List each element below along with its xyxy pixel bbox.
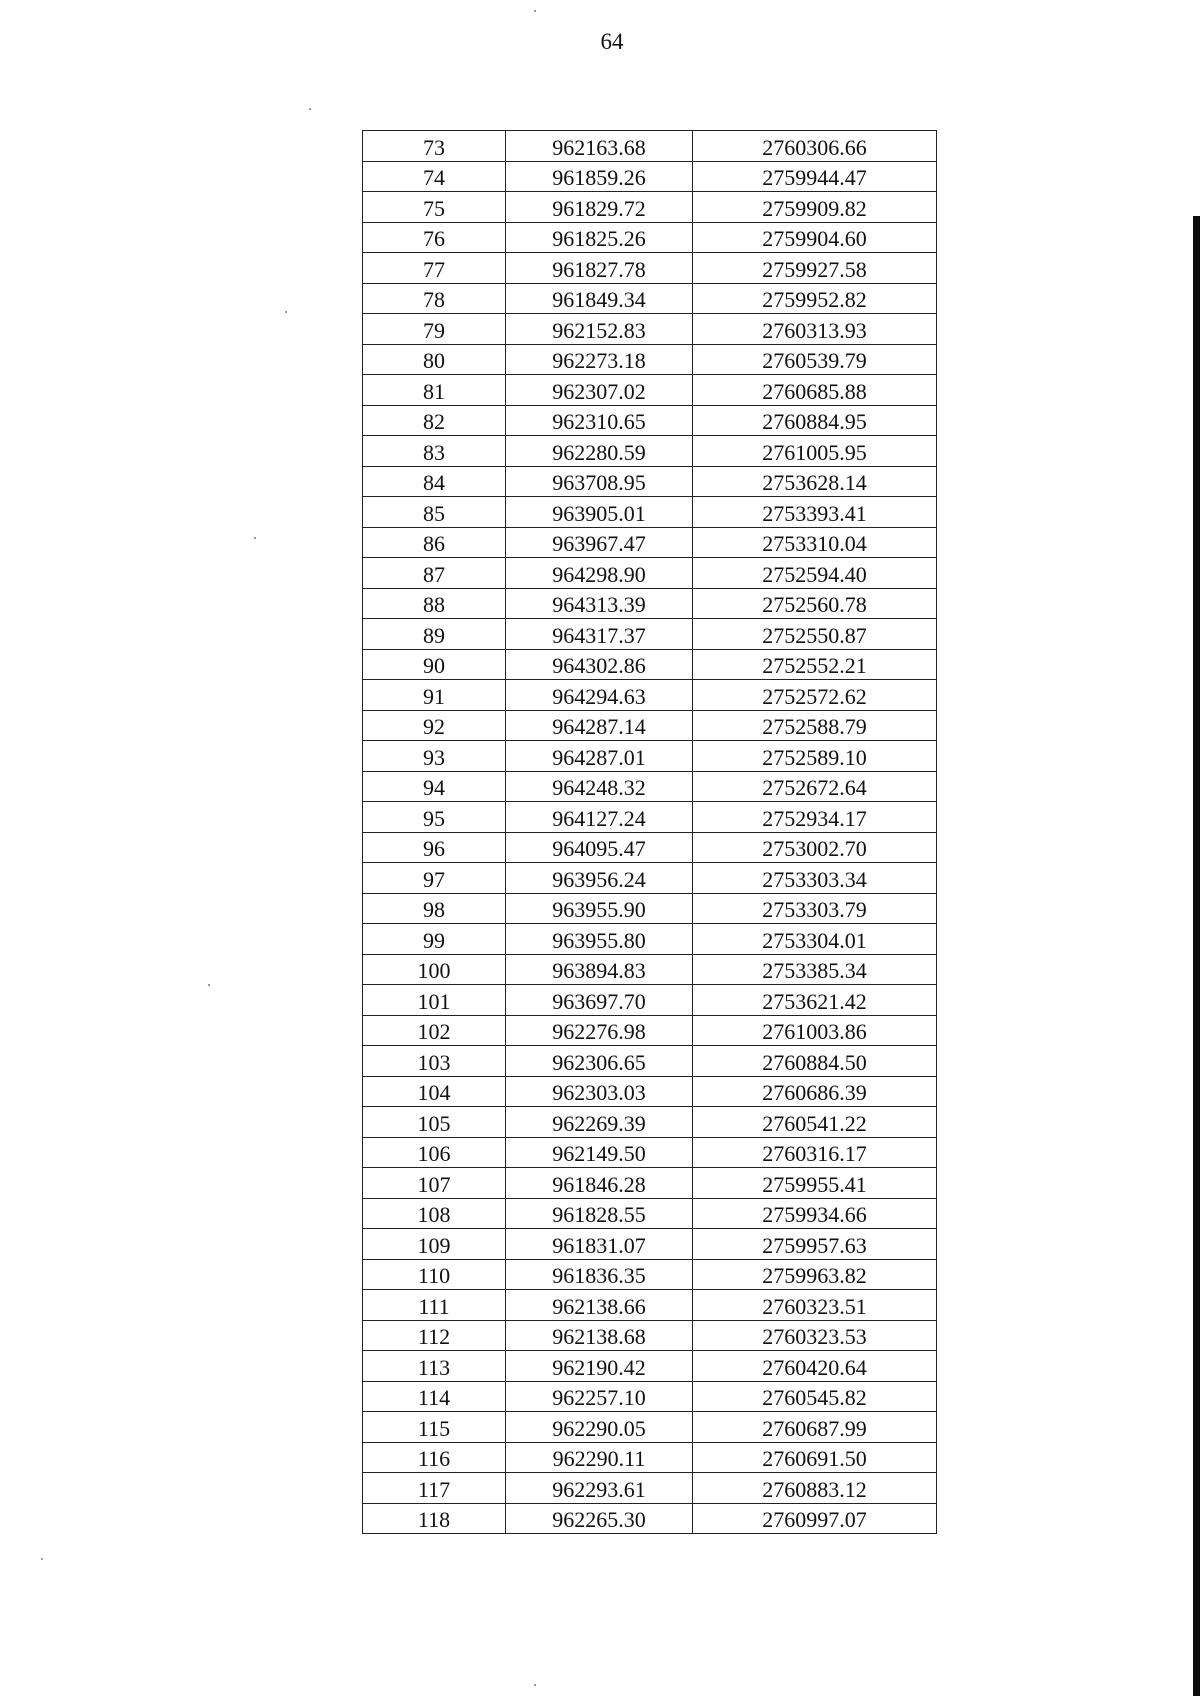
scan-edge-bar [1193,216,1200,1696]
point-number-cell: 113 [363,1351,506,1382]
point-number-cell: 115 [363,1412,506,1443]
x-coordinate-cell: 963955.80 [506,924,693,955]
table-row [363,954,937,985]
point-number-cell: 114 [363,1381,506,1412]
x-coordinate-cell: 963905.01 [506,497,693,528]
point-number-cell: 92 [363,710,506,741]
x-coordinate-cell: 962152.83 [506,314,693,345]
table-row [363,924,937,955]
scan-speck [309,108,311,110]
y-coordinate-cell: 2760420.64 [693,1351,937,1382]
table-row [363,253,937,284]
x-coordinate-cell: 962269.39 [506,1107,693,1138]
x-coordinate-cell: 961836.35 [506,1259,693,1290]
y-coordinate-cell: 2753304.01 [693,924,937,955]
table-row [363,527,937,558]
y-coordinate-cell: 2752588.79 [693,710,937,741]
table-row [363,314,937,345]
point-number-cell: 79 [363,314,506,345]
point-number-cell: 98 [363,893,506,924]
y-coordinate-cell: 2759952.82 [693,283,937,314]
y-coordinate-cell: 2760883.12 [693,1473,937,1504]
y-coordinate-cell: 2759957.63 [693,1229,937,1260]
x-coordinate-cell: 961825.26 [506,222,693,253]
table-row [363,1351,937,1382]
point-number-cell: 117 [363,1473,506,1504]
table-row [363,1503,937,1534]
point-number-cell: 90 [363,649,506,680]
point-number-cell: 97 [363,863,506,894]
x-coordinate-cell: 962257.10 [506,1381,693,1412]
page-number: 64 [600,29,624,54]
table-row [363,1076,937,1107]
point-number-cell: 87 [363,558,506,589]
table-row [363,710,937,741]
point-number-cell: 76 [363,222,506,253]
x-coordinate-cell: 961827.78 [506,253,693,284]
scan-speck [534,1684,536,1686]
y-coordinate-cell: 2760691.50 [693,1442,937,1473]
table-row [363,588,937,619]
table-row [363,863,937,894]
x-coordinate-cell: 963967.47 [506,527,693,558]
table-row [363,893,937,924]
point-number-cell: 93 [363,741,506,772]
point-number-cell: 103 [363,1046,506,1077]
x-coordinate-cell: 964294.63 [506,680,693,711]
point-number-cell: 85 [363,497,506,528]
point-number-cell: 110 [363,1259,506,1290]
y-coordinate-cell: 2759909.82 [693,192,937,223]
table-row [363,1290,937,1321]
table-row [363,1168,937,1199]
x-coordinate-cell: 962306.65 [506,1046,693,1077]
point-number-cell: 91 [363,680,506,711]
y-coordinate-cell: 2759944.47 [693,161,937,192]
y-coordinate-cell: 2760545.82 [693,1381,937,1412]
y-coordinate-cell: 2753393.41 [693,497,937,528]
y-coordinate-cell: 2759963.82 [693,1259,937,1290]
point-number-cell: 101 [363,985,506,1016]
table-row [363,558,937,589]
table-row [363,436,937,467]
point-number-cell: 74 [363,161,506,192]
point-number-cell: 86 [363,527,506,558]
x-coordinate-cell: 961829.72 [506,192,693,223]
x-coordinate-cell: 962303.03 [506,1076,693,1107]
point-number-cell: 94 [363,771,506,802]
point-number-cell: 100 [363,954,506,985]
table-row [363,832,937,863]
x-coordinate-cell: 964302.86 [506,649,693,680]
x-coordinate-cell: 962276.98 [506,1015,693,1046]
y-coordinate-cell: 2760316.17 [693,1137,937,1168]
x-coordinate-cell: 962290.05 [506,1412,693,1443]
y-coordinate-cell: 2760541.22 [693,1107,937,1138]
y-coordinate-cell: 2752934.17 [693,802,937,833]
point-number-cell: 83 [363,436,506,467]
y-coordinate-cell: 2752594.40 [693,558,937,589]
table-row [363,1046,937,1077]
point-number-cell: 89 [363,619,506,650]
y-coordinate-cell: 2752672.64 [693,771,937,802]
point-number-cell: 73 [363,131,506,162]
y-coordinate-cell: 2760323.51 [693,1290,937,1321]
table-row [363,497,937,528]
x-coordinate-cell: 963956.24 [506,863,693,894]
x-coordinate-cell: 964298.90 [506,558,693,589]
point-number-cell: 95 [363,802,506,833]
coordinate-table-body [363,131,937,1534]
table-row [363,222,937,253]
x-coordinate-cell: 964127.24 [506,802,693,833]
table-row [363,1381,937,1412]
y-coordinate-cell: 2759927.58 [693,253,937,284]
x-coordinate-cell: 962310.65 [506,405,693,436]
table-row [363,1015,937,1046]
x-coordinate-cell: 964317.37 [506,619,693,650]
table-row [363,802,937,833]
x-coordinate-cell: 962138.68 [506,1320,693,1351]
y-coordinate-cell: 2753002.70 [693,832,937,863]
point-number-cell: 106 [363,1137,506,1168]
table-row [363,131,937,162]
x-coordinate-cell: 962290.11 [506,1442,693,1473]
y-coordinate-cell: 2753621.42 [693,985,937,1016]
point-number-cell: 111 [363,1290,506,1321]
scan-speck [41,1558,43,1560]
table-row [363,1198,937,1229]
y-coordinate-cell: 2760539.79 [693,344,937,375]
table-row [363,1320,937,1351]
y-coordinate-cell: 2753303.79 [693,893,937,924]
point-number-cell: 75 [363,192,506,223]
point-number-cell: 82 [363,405,506,436]
y-coordinate-cell: 2760687.99 [693,1412,937,1443]
table-row [363,1137,937,1168]
y-coordinate-cell: 2761005.95 [693,436,937,467]
x-coordinate-cell: 962265.30 [506,1503,693,1534]
table-row [363,1229,937,1260]
point-number-cell: 99 [363,924,506,955]
x-coordinate-cell: 962190.42 [506,1351,693,1382]
table-row [363,985,937,1016]
scan-speck [285,311,287,313]
point-number-cell: 118 [363,1503,506,1534]
table-row [363,405,937,436]
x-coordinate-cell: 962307.02 [506,375,693,406]
x-coordinate-cell: 962280.59 [506,436,693,467]
y-coordinate-cell: 2753303.34 [693,863,937,894]
table-row [363,1107,937,1138]
table-row [363,466,937,497]
y-coordinate-cell: 2753628.14 [693,466,937,497]
point-number-cell: 109 [363,1229,506,1260]
table-row [363,1259,937,1290]
x-coordinate-cell: 961859.26 [506,161,693,192]
point-number-cell: 107 [363,1168,506,1199]
table-row [363,1473,937,1504]
table-row [363,283,937,314]
point-number-cell: 116 [363,1442,506,1473]
x-coordinate-cell: 962273.18 [506,344,693,375]
y-coordinate-cell: 2752572.62 [693,680,937,711]
table-row [363,619,937,650]
y-coordinate-cell: 2760313.93 [693,314,937,345]
y-coordinate-cell: 2760323.53 [693,1320,937,1351]
x-coordinate-cell: 961828.55 [506,1198,693,1229]
y-coordinate-cell: 2761003.86 [693,1015,937,1046]
y-coordinate-cell: 2752589.10 [693,741,937,772]
x-coordinate-cell: 961849.34 [506,283,693,314]
table-row [363,344,937,375]
x-coordinate-cell: 961846.28 [506,1168,693,1199]
x-coordinate-cell: 964287.14 [506,710,693,741]
point-number-cell: 80 [363,344,506,375]
table-row [363,192,937,223]
x-coordinate-cell: 964095.47 [506,832,693,863]
table-row [363,741,937,772]
y-coordinate-cell: 2760884.95 [693,405,937,436]
x-coordinate-cell: 963697.70 [506,985,693,1016]
scan-speck [208,984,210,986]
y-coordinate-cell: 2752560.78 [693,588,937,619]
x-coordinate-cell: 962163.68 [506,131,693,162]
x-coordinate-cell: 962149.50 [506,1137,693,1168]
x-coordinate-cell: 962293.61 [506,1473,693,1504]
table-row [363,1412,937,1443]
table-row [363,161,937,192]
point-number-cell: 77 [363,253,506,284]
table-row [363,771,937,802]
x-coordinate-cell: 964287.01 [506,741,693,772]
y-coordinate-cell: 2752552.21 [693,649,937,680]
table-row [363,649,937,680]
scan-speck [534,10,536,12]
x-coordinate-cell: 964248.32 [506,771,693,802]
x-coordinate-cell: 963708.95 [506,466,693,497]
scan-speck [254,537,256,539]
y-coordinate-cell: 2760306.66 [693,131,937,162]
table-row [363,680,937,711]
point-number-cell: 108 [363,1198,506,1229]
y-coordinate-cell: 2760686.39 [693,1076,937,1107]
y-coordinate-cell: 2760997.07 [693,1503,937,1534]
y-coordinate-cell: 2759934.66 [693,1198,937,1229]
point-number-cell: 105 [363,1107,506,1138]
x-coordinate-cell: 962138.66 [506,1290,693,1321]
y-coordinate-cell: 2759904.60 [693,222,937,253]
x-coordinate-cell: 961831.07 [506,1229,693,1260]
coordinate-table [362,130,937,1534]
point-number-cell: 78 [363,283,506,314]
point-number-cell: 96 [363,832,506,863]
table-row [363,1442,937,1473]
y-coordinate-cell: 2752550.87 [693,619,937,650]
point-number-cell: 81 [363,375,506,406]
y-coordinate-cell: 2753385.34 [693,954,937,985]
point-number-cell: 102 [363,1015,506,1046]
y-coordinate-cell: 2759955.41 [693,1168,937,1199]
y-coordinate-cell: 2760884.50 [693,1046,937,1077]
x-coordinate-cell: 963955.90 [506,893,693,924]
point-number-cell: 112 [363,1320,506,1351]
point-number-cell: 84 [363,466,506,497]
x-coordinate-cell: 963894.83 [506,954,693,985]
table-row [363,375,937,406]
point-number-cell: 104 [363,1076,506,1107]
y-coordinate-cell: 2753310.04 [693,527,937,558]
x-coordinate-cell: 964313.39 [506,588,693,619]
y-coordinate-cell: 2760685.88 [693,375,937,406]
point-number-cell: 88 [363,588,506,619]
